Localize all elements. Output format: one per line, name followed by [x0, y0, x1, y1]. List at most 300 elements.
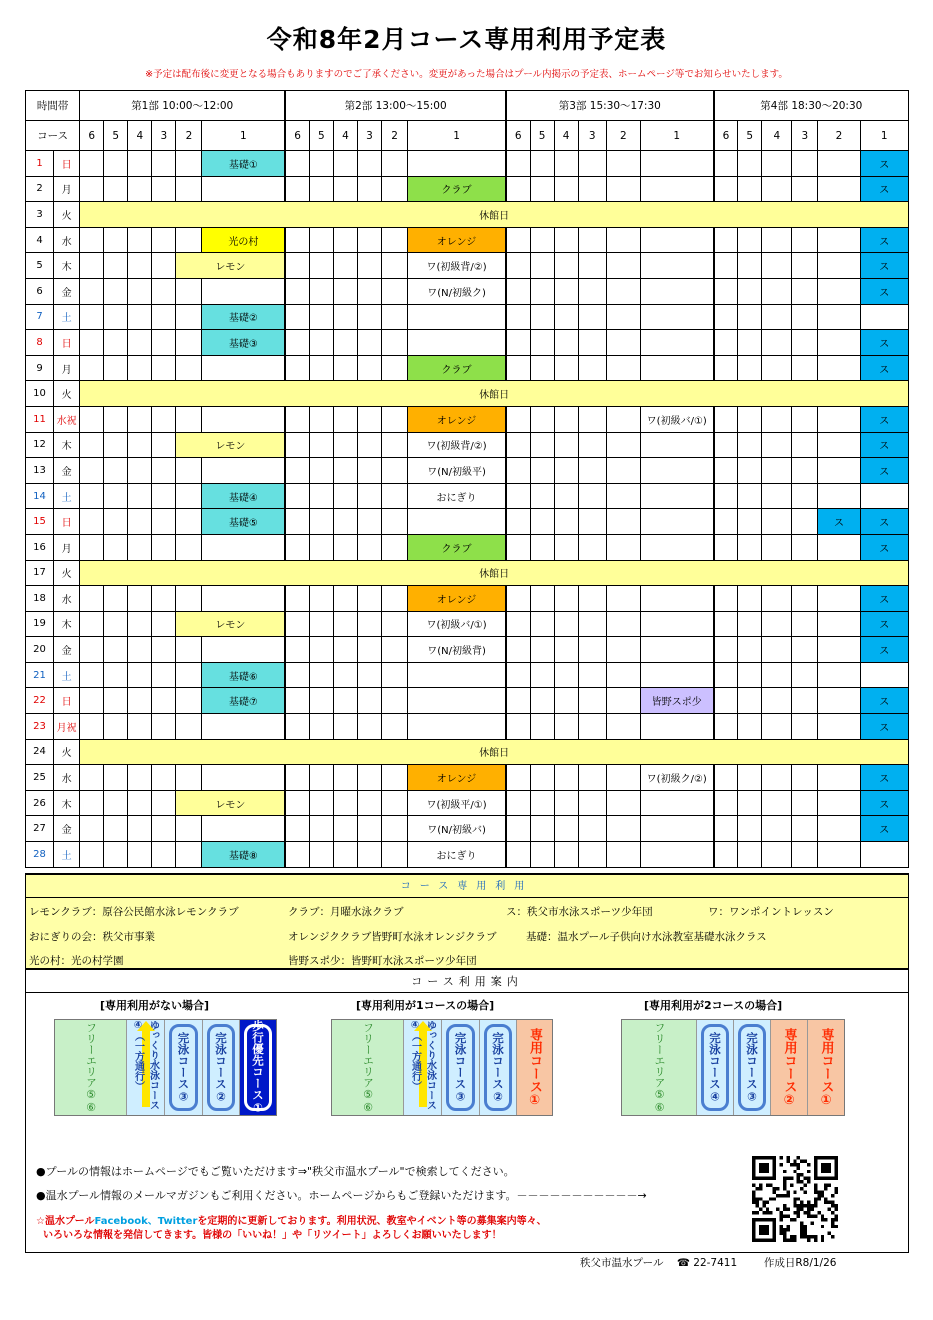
empty-cell [128, 151, 152, 177]
table-row [26, 534, 909, 560]
lane-number: 3 [792, 121, 818, 151]
diagram-title: [専用利用が1コースの場合] [356, 999, 495, 1012]
empty-cell [309, 688, 333, 714]
empty-cell [104, 509, 128, 535]
empty-cell [640, 304, 713, 330]
change-notice: ※予定は配布後に変更となる場合もありますのでご了承ください。変更があった場合はプール内掲示の予定表、ホームページ等でお知らせいたします。 [145, 69, 788, 80]
empty-cell [128, 534, 152, 560]
empty-cell [554, 534, 578, 560]
weekday-cell: 水祝 [54, 406, 80, 432]
empty-cell [554, 790, 578, 816]
table-row [26, 406, 909, 432]
empty-cell [554, 714, 578, 740]
empty-cell [309, 816, 333, 842]
empty-cell [285, 458, 309, 484]
created-date: 作成日R8/1/26 [763, 1257, 837, 1269]
swim-lane: 完泳コース② [203, 1020, 240, 1115]
guide-title: コース利用案内 [25, 969, 909, 993]
empty-cell [152, 253, 176, 279]
empty-cell [382, 278, 408, 304]
empty-cell [762, 330, 792, 356]
reservation-cell: 基礎② [202, 304, 285, 330]
empty-cell [128, 509, 152, 535]
empty-cell [818, 432, 860, 458]
empty-cell [152, 611, 176, 637]
empty-cell [309, 842, 333, 868]
date-cell: 13 [26, 458, 54, 484]
empty-cell [860, 483, 908, 509]
empty-cell [606, 432, 640, 458]
empty-cell [333, 816, 357, 842]
empty-cell [309, 611, 333, 637]
empty-cell [408, 714, 506, 740]
empty-cell [554, 151, 578, 177]
qr-code-icon[interactable] [752, 1156, 838, 1242]
weekday-cell: 土 [54, 842, 80, 868]
period-header: 第4部 18:30～20:30 [714, 91, 909, 121]
reservation-cell: オレンジ [408, 586, 506, 612]
footer [580, 1255, 836, 1270]
empty-cell [382, 586, 408, 612]
weekday-cell: 水 [54, 586, 80, 612]
date-cell: 9 [26, 355, 54, 381]
empty-cell [176, 662, 202, 688]
empty-cell [309, 458, 333, 484]
empty-cell [818, 355, 860, 381]
empty-cell [818, 790, 860, 816]
empty-cell [762, 637, 792, 663]
empty-cell [333, 406, 357, 432]
walk-priority-lane: 歩行優先コース① [240, 1020, 276, 1115]
empty-cell [202, 586, 285, 612]
empty-cell [714, 432, 738, 458]
empty-cell [860, 662, 908, 688]
empty-cell [714, 534, 738, 560]
lane-number: 6 [714, 121, 738, 151]
sns-link[interactable]: Facebook、Twitter [94, 1216, 198, 1227]
date-cell: 26 [26, 790, 54, 816]
empty-cell [357, 816, 381, 842]
empty-cell [578, 227, 606, 253]
empty-cell [202, 458, 285, 484]
free-area-lane: フリーエリア⑤⑥ [332, 1020, 404, 1115]
empty-cell [128, 662, 152, 688]
date-cell: 25 [26, 765, 54, 791]
empty-cell [128, 458, 152, 484]
empty-cell [333, 355, 357, 381]
weekday-cell: 月 [54, 355, 80, 381]
empty-cell [640, 611, 713, 637]
empty-cell [309, 662, 333, 688]
empty-cell [792, 509, 818, 535]
empty-cell [104, 714, 128, 740]
empty-cell [606, 483, 640, 509]
empty-cell [285, 816, 309, 842]
weekday-cell: 木 [54, 611, 80, 637]
reservation-cell: クラブ [408, 176, 506, 202]
reservation-cell: ス [860, 534, 908, 560]
empty-cell [128, 278, 152, 304]
table-row [26, 458, 909, 484]
reservation-cell: ス [860, 253, 908, 279]
empty-cell [578, 406, 606, 432]
empty-cell [382, 304, 408, 330]
empty-cell [128, 611, 152, 637]
empty-cell [176, 458, 202, 484]
date-cell: 11 [26, 406, 54, 432]
empty-cell [382, 765, 408, 791]
empty-cell [818, 483, 860, 509]
reservation-cell: ワ(初級平/①) [408, 790, 506, 816]
empty-cell [357, 406, 381, 432]
empty-cell [128, 253, 152, 279]
lane-number: 1 [408, 121, 506, 151]
table-row [26, 714, 909, 740]
date-cell: 4 [26, 227, 54, 253]
empty-cell [152, 688, 176, 714]
empty-cell [104, 842, 128, 868]
empty-cell [578, 688, 606, 714]
empty-cell [408, 688, 506, 714]
empty-cell [80, 227, 104, 253]
empty-cell [762, 304, 792, 330]
empty-cell [762, 611, 792, 637]
lane-number: 1 [202, 121, 285, 151]
empty-cell [80, 406, 104, 432]
empty-cell [506, 406, 530, 432]
table-row [26, 202, 909, 228]
reservation-cell: ス [818, 509, 860, 535]
empty-cell [357, 688, 381, 714]
empty-cell [738, 253, 762, 279]
empty-cell [506, 662, 530, 688]
empty-cell [176, 509, 202, 535]
empty-cell [640, 330, 713, 356]
empty-cell [762, 458, 792, 484]
reservation-cell: 基礎③ [202, 330, 285, 356]
weekday-cell: 火 [54, 739, 80, 765]
empty-cell [80, 765, 104, 791]
empty-cell [357, 765, 381, 791]
table-row [26, 790, 909, 816]
empty-cell [738, 355, 762, 381]
reservation-cell: ス [860, 714, 908, 740]
empty-cell [578, 790, 606, 816]
weekday-cell: 月 [54, 176, 80, 202]
empty-cell [285, 842, 309, 868]
reservation-cell: ス [860, 176, 908, 202]
weekday-cell: 土 [54, 304, 80, 330]
empty-cell [104, 278, 128, 304]
empty-cell [285, 662, 309, 688]
empty-cell [152, 406, 176, 432]
empty-cell [152, 790, 176, 816]
empty-cell [606, 330, 640, 356]
empty-cell [128, 842, 152, 868]
empty-cell [285, 330, 309, 356]
table-row [26, 176, 909, 202]
empty-cell [285, 688, 309, 714]
table-row [26, 816, 909, 842]
empty-cell [792, 227, 818, 253]
empty-cell [530, 765, 554, 791]
reservation-cell: 光の村 [202, 227, 285, 253]
empty-cell [762, 816, 792, 842]
empty-cell [357, 637, 381, 663]
empty-cell [309, 330, 333, 356]
empty-cell [506, 816, 530, 842]
empty-cell [128, 790, 152, 816]
empty-cell [792, 662, 818, 688]
empty-cell [382, 662, 408, 688]
empty-cell [714, 227, 738, 253]
empty-cell [530, 509, 554, 535]
empty-cell [104, 765, 128, 791]
empty-cell [128, 406, 152, 432]
empty-cell [285, 483, 309, 509]
empty-cell [333, 534, 357, 560]
empty-cell [80, 842, 104, 868]
empty-cell [309, 432, 333, 458]
date-cell: 3 [26, 202, 54, 228]
empty-cell [309, 304, 333, 330]
empty-cell [152, 662, 176, 688]
table-row [26, 381, 909, 407]
lane-number: 5 [530, 121, 554, 151]
empty-cell [714, 509, 738, 535]
page-title: 令和8年2月コース専用利用予定表 [266, 25, 667, 54]
empty-cell [152, 227, 176, 253]
lane-number: 3 [152, 121, 176, 151]
empty-cell [333, 176, 357, 202]
empty-cell [506, 714, 530, 740]
empty-cell [762, 790, 792, 816]
empty-cell [578, 355, 606, 381]
empty-cell [128, 483, 152, 509]
empty-cell [714, 816, 738, 842]
empty-cell [530, 406, 554, 432]
lane-number: 5 [738, 121, 762, 151]
empty-cell [176, 688, 202, 714]
schedule-table [25, 90, 909, 868]
loop-arrow-icon [446, 1024, 475, 1111]
empty-cell [333, 458, 357, 484]
empty-cell [762, 151, 792, 177]
empty-cell [530, 227, 554, 253]
empty-cell [128, 816, 152, 842]
empty-cell [80, 176, 104, 202]
empty-cell [506, 688, 530, 714]
empty-cell [606, 790, 640, 816]
empty-cell [792, 842, 818, 868]
empty-cell [80, 509, 104, 535]
empty-cell [309, 483, 333, 509]
reservation-cell: ワ(初級ク/②) [640, 765, 713, 791]
reservation-cell: ワ(初級背/②) [408, 432, 506, 458]
empty-cell [530, 714, 554, 740]
empty-cell [818, 176, 860, 202]
empty-cell [640, 227, 713, 253]
date-cell: 14 [26, 483, 54, 509]
empty-cell [530, 151, 554, 177]
reservation-cell: ワ(初級バ/①) [408, 611, 506, 637]
empty-cell [285, 765, 309, 791]
empty-cell [578, 253, 606, 279]
lane-number: 1 [640, 121, 713, 151]
empty-cell [285, 227, 309, 253]
empty-cell [714, 790, 738, 816]
lane-diagram-none [54, 1019, 277, 1116]
empty-cell [80, 816, 104, 842]
empty-cell [152, 586, 176, 612]
empty-cell [152, 355, 176, 381]
empty-cell [382, 151, 408, 177]
empty-cell [382, 637, 408, 663]
reservation-cell: ス [860, 688, 908, 714]
reservation-cell: 基礎⑤ [202, 509, 285, 535]
empty-cell [530, 278, 554, 304]
empty-cell [714, 253, 738, 279]
phone[interactable]: ☎ 22-7411 [676, 1257, 738, 1269]
empty-cell [357, 176, 381, 202]
empty-cell [506, 534, 530, 560]
empty-cell [578, 586, 606, 612]
empty-cell [578, 176, 606, 202]
empty-cell [640, 483, 713, 509]
course-guide [25, 993, 909, 1253]
reservation-cell: ス [860, 458, 908, 484]
reservation-cell: ス [860, 406, 908, 432]
weekday-cell: 月祝 [54, 714, 80, 740]
empty-cell [738, 790, 762, 816]
empty-cell [762, 355, 792, 381]
empty-cell [578, 662, 606, 688]
empty-cell [152, 483, 176, 509]
empty-cell [357, 278, 381, 304]
empty-cell [714, 611, 738, 637]
lane-number: 1 [860, 121, 908, 151]
empty-cell [606, 227, 640, 253]
empty-cell [80, 714, 104, 740]
empty-cell [738, 176, 762, 202]
loop-arrow-icon [169, 1024, 198, 1111]
swim-lane: 完泳コース③ [165, 1020, 203, 1115]
empty-cell [606, 765, 640, 791]
empty-cell [506, 790, 530, 816]
date-cell: 15 [26, 509, 54, 535]
empty-cell [554, 458, 578, 484]
reservation-cell: おにぎり [408, 483, 506, 509]
lane-number: 4 [128, 121, 152, 151]
facility-name: 秩父市温水プール [580, 1257, 664, 1269]
empty-cell [762, 765, 792, 791]
empty-cell [80, 253, 104, 279]
info-homepage: ●プールの情報はホームページでもご覧いただけます⇒"秩父市温水プール"で検索してください。 [36, 1165, 515, 1178]
empty-cell [762, 278, 792, 304]
empty-cell [152, 509, 176, 535]
empty-cell [714, 483, 738, 509]
lane-number: 6 [506, 121, 530, 151]
empty-cell [530, 355, 554, 381]
empty-cell [285, 790, 309, 816]
empty-cell [104, 611, 128, 637]
reservation-cell: ス [860, 227, 908, 253]
lane-number: 3 [357, 121, 381, 151]
empty-cell [606, 176, 640, 202]
empty-cell [578, 816, 606, 842]
empty-cell [80, 483, 104, 509]
empty-cell [818, 458, 860, 484]
empty-cell [357, 355, 381, 381]
lane-number: 5 [104, 121, 128, 151]
empty-cell [792, 586, 818, 612]
empty-cell [382, 355, 408, 381]
empty-cell [285, 406, 309, 432]
empty-cell [202, 816, 285, 842]
empty-cell [738, 278, 762, 304]
reservation-cell: ワ(初級バ/①) [640, 406, 713, 432]
empty-cell [357, 227, 381, 253]
empty-cell [530, 637, 554, 663]
legend-item: ス：秩父市水泳スポーツ少年団 [506, 906, 653, 918]
empty-cell [792, 406, 818, 432]
empty-cell [818, 330, 860, 356]
empty-cell [606, 458, 640, 484]
date-cell: 5 [26, 253, 54, 279]
empty-cell [818, 151, 860, 177]
empty-cell [357, 662, 381, 688]
empty-cell [152, 432, 176, 458]
empty-cell [176, 534, 202, 560]
weekday-cell: 火 [54, 381, 80, 407]
loop-arrow-icon [701, 1024, 729, 1111]
empty-cell [202, 355, 285, 381]
empty-cell [309, 406, 333, 432]
free-area-lane: フリーエリア⑤⑥ [622, 1020, 697, 1115]
reservation-cell: ス [860, 330, 908, 356]
empty-cell [285, 176, 309, 202]
date-cell: 19 [26, 611, 54, 637]
empty-cell [285, 714, 309, 740]
empty-cell [285, 586, 309, 612]
swim-lane: 完泳コース④ [697, 1020, 734, 1115]
empty-cell [506, 304, 530, 330]
empty-cell [714, 765, 738, 791]
empty-cell [578, 842, 606, 868]
empty-cell [104, 534, 128, 560]
empty-cell [554, 278, 578, 304]
empty-cell [640, 534, 713, 560]
weekday-cell: 日 [54, 688, 80, 714]
empty-cell [382, 842, 408, 868]
empty-cell [357, 586, 381, 612]
legend-item: クラブ：月曜水泳クラブ [288, 906, 404, 918]
empty-cell [762, 176, 792, 202]
empty-cell [80, 534, 104, 560]
empty-cell [506, 278, 530, 304]
empty-cell [285, 304, 309, 330]
empty-cell [714, 304, 738, 330]
swim-lane: 完泳コース③ [442, 1020, 480, 1115]
swim-lane: 完泳コース② [480, 1020, 517, 1115]
reservation-cell: ス [860, 765, 908, 791]
empty-cell [738, 662, 762, 688]
empty-cell [554, 227, 578, 253]
weekday-cell: 金 [54, 278, 80, 304]
empty-cell [792, 278, 818, 304]
empty-cell [738, 151, 762, 177]
empty-cell [738, 483, 762, 509]
